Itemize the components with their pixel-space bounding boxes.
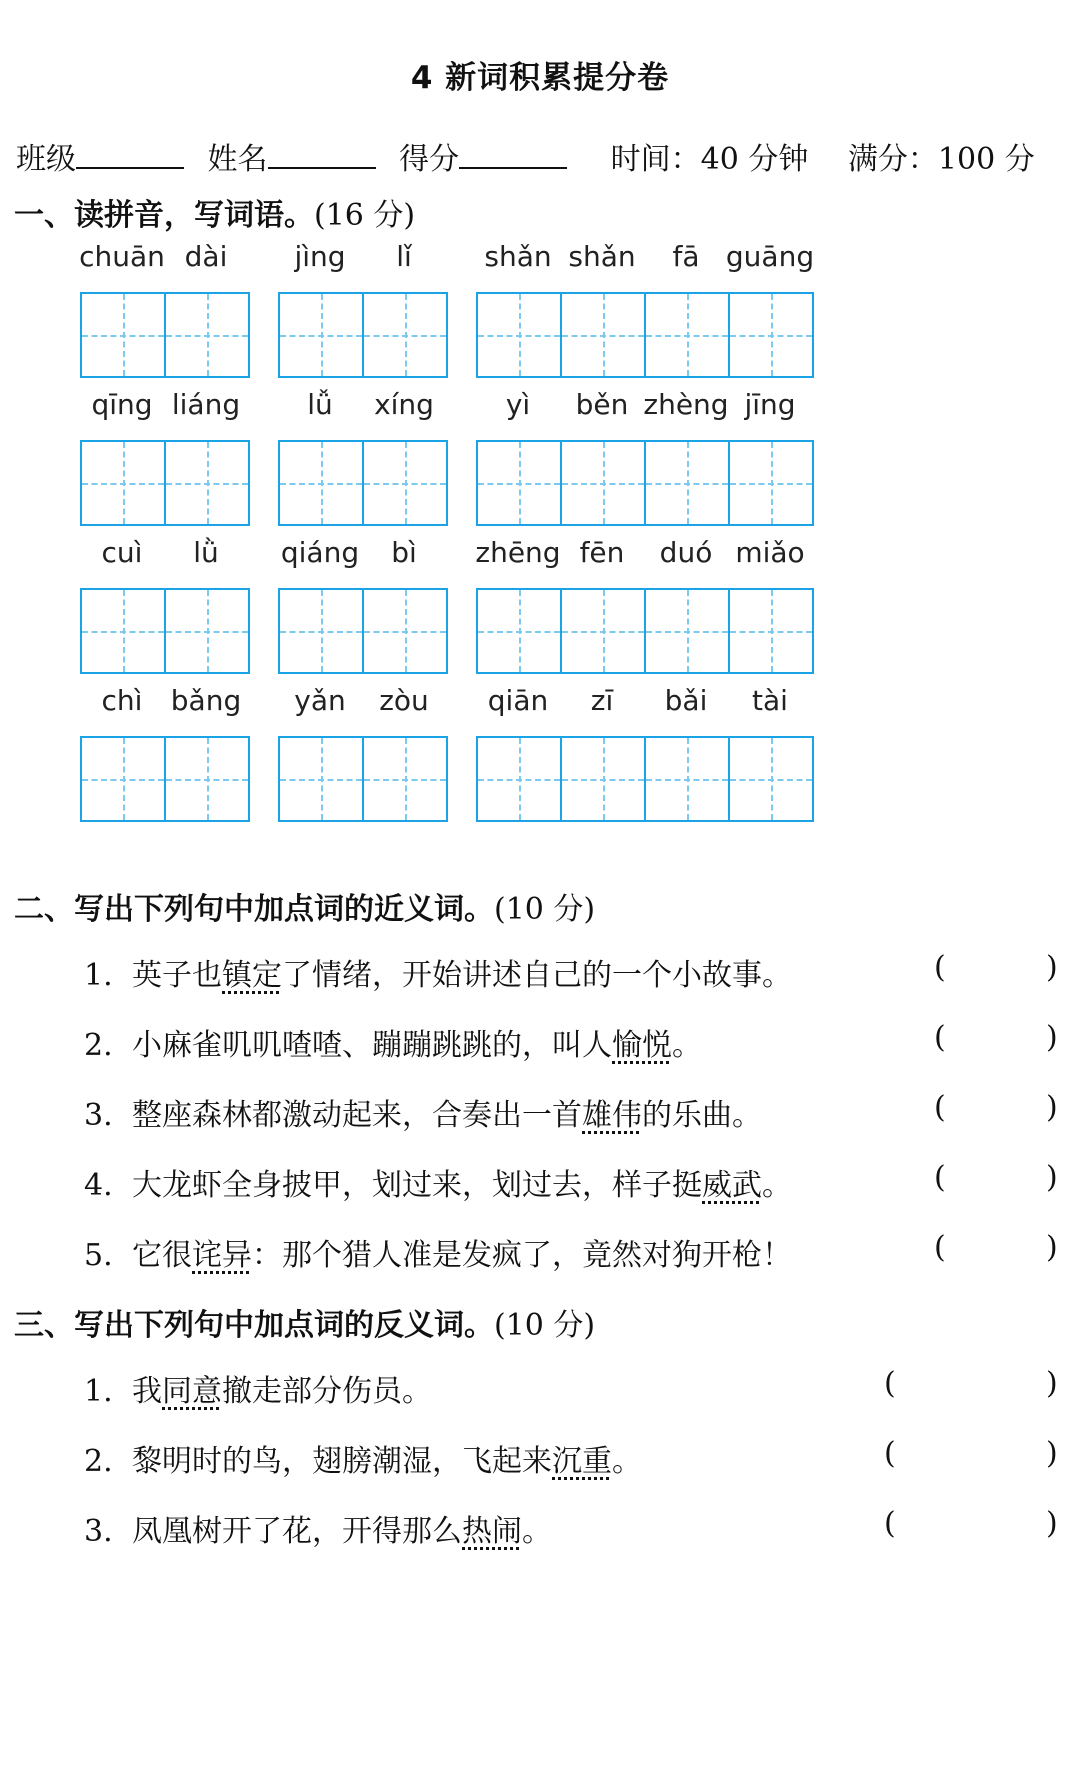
tianzige-cell[interactable] [166,738,248,820]
pinyin-syllable: zhèng [643,388,729,421]
writing-boxes [80,736,250,822]
question-item [84,1090,762,1134]
name-blank[interactable] [268,141,376,169]
writing-boxes [278,292,448,378]
question-number: 2. [84,1444,113,1479]
answer-paren-close: ) [1046,1366,1058,1401]
pinyin-syllable: qiáng [280,536,360,569]
pinyin-syllable: zòu [379,684,429,717]
question-text: 它很 [132,1238,192,1273]
score-blank[interactable] [459,141,567,169]
writing-boxes [476,292,814,378]
question-text: 黎明时的鸟，翅膀潮湿，飞起来 [132,1444,552,1479]
pinyin-syllable: lǜ [193,536,219,569]
tianzige-cell[interactable] [82,294,166,376]
pinyin-syllable: fā [672,240,700,273]
pinyin-syllable: bì [391,536,417,569]
name-label: 姓名 [207,142,268,177]
question-text: 的乐曲。 [642,1098,762,1133]
pinyin-syllable: qīng [91,388,153,421]
question-text: 。 [612,1444,642,1479]
question-text: 。 [672,1028,702,1063]
pinyin-syllable: cuì [101,536,143,569]
pinyin-syllable: fēn [579,536,625,569]
question-text: 。 [762,1168,792,1203]
question-text: 英子也 [132,958,222,993]
tianzige-cell[interactable] [364,442,446,524]
question-item [84,950,792,994]
question-item [84,1020,702,1064]
question-item [84,1230,792,1274]
tianzige-cell[interactable] [562,442,646,524]
page-title: 4 新词积累提分卷 [410,60,670,96]
question-number: 2. [84,1028,113,1063]
pinyin-syllable: qiān [487,684,549,717]
pinyin-syllable: duó [659,536,713,569]
tianzige-cell[interactable] [364,590,446,672]
tianzige-cell[interactable] [562,590,646,672]
tianzige-cell[interactable] [730,294,812,376]
section2-score: (10 分) [494,892,596,927]
tianzige-cell[interactable] [478,294,562,376]
question-number: 1. [84,958,113,993]
question-number: 4. [84,1168,113,1203]
full-score-info: 满分：100 分 [847,142,1035,177]
writing-boxes [80,440,250,526]
tianzige-cell[interactable] [364,294,446,376]
question-text: 撤走部分伤员。 [222,1374,432,1409]
tianzige-cell[interactable] [280,738,364,820]
writing-boxes [278,440,448,526]
tianzige-cell[interactable] [82,590,166,672]
section1-score: (16 分) [314,198,416,233]
answer-blank[interactable] [900,1436,1016,1472]
pinyin-syllable: guāng [725,240,815,273]
tianzige-cell[interactable] [280,294,364,376]
writing-boxes [476,440,814,526]
section3-score: (10 分) [494,1308,596,1343]
question-number: 1. [84,1374,113,1409]
answer-paren-close: ) [1046,950,1058,985]
tianzige-cell[interactable] [562,294,646,376]
pinyin-syllable: tài [752,684,788,717]
question-text: 小麻雀叽叽喳喳、蹦蹦跳跳的，叫人 [132,1028,612,1063]
writing-boxes [278,736,448,822]
question-text: 。 [522,1514,552,1549]
pinyin-syllable: lǚ [307,388,333,421]
pinyin-syllable: jīng [744,388,796,421]
writing-boxes [80,588,250,674]
pinyin-syllable: xíng [374,388,434,421]
tianzige-cell[interactable] [166,442,248,524]
tianzige-cell[interactable] [166,590,248,672]
question-text: 整座森林都激动起来，合奏出一首 [132,1098,582,1133]
tianzige-cell[interactable] [280,442,364,524]
dotted-word: 镇定 [222,958,282,993]
answer-blank[interactable] [950,1160,1016,1196]
tianzige-cell[interactable] [730,738,812,820]
writing-boxes [476,736,814,822]
tianzige-cell[interactable] [82,442,166,524]
pinyin-syllable: bǎng [170,684,242,717]
pinyin-syllable: miǎo [735,536,805,569]
pinyin-syllable: chuān [79,240,165,273]
section2-title: 二、写出下列句中加点词的近义词。 [14,892,494,927]
answer-blank[interactable] [900,1366,1016,1402]
question-text: 了情绪，开始讲述自己的一个小故事。 [282,958,792,993]
time-info: 时间：40 分钟 [610,142,809,177]
pinyin-syllable: lǐ [396,240,412,273]
answer-paren-open: ( [884,1436,896,1471]
answer-blank[interactable] [950,1230,1016,1266]
tianzige-cell[interactable] [730,590,812,672]
section1-title: 一、读拼音，写词语。 [14,198,314,233]
pinyin-syllable: liáng [171,388,241,421]
dotted-word: 威武 [702,1168,762,1203]
answer-paren-close: ) [1046,1506,1058,1541]
pinyin-syllable: jìng [294,240,346,273]
answer-paren-open: ( [884,1366,896,1401]
tianzige-cell[interactable] [646,738,730,820]
pinyin-syllable: shǎn [484,240,552,273]
writing-boxes [476,588,814,674]
pinyin-syllable: chì [101,684,143,717]
tianzige-cell[interactable] [478,590,562,672]
tianzige-cell[interactable] [166,294,248,376]
answer-paren-open: ( [934,1230,946,1265]
pinyin-syllable: bǎi [664,684,708,717]
tianzige-cell[interactable] [646,294,730,376]
answer-paren-open: ( [884,1506,896,1541]
answer-paren-close: ) [1046,1230,1058,1265]
section3-title: 三、写出下列句中加点词的反义词。 [14,1308,494,1343]
pinyin-syllable: dài [184,240,228,273]
tianzige-cell[interactable] [478,442,562,524]
tianzige-cell[interactable] [364,738,446,820]
tianzige-cell[interactable] [82,738,166,820]
question-number: 3. [84,1514,113,1549]
section2-heading [14,884,595,928]
dotted-word: 同意 [162,1374,222,1409]
class-blank[interactable] [76,141,184,169]
answer-paren-open: ( [934,1160,946,1195]
section3-heading [14,1300,595,1344]
pinyin-syllable: shǎn [568,240,636,273]
answer-paren-open: ( [934,1090,946,1125]
answer-paren-open: ( [934,950,946,985]
answer-paren-close: ) [1046,1020,1058,1055]
question-item [84,1160,792,1204]
tianzige-cell[interactable] [646,442,730,524]
dotted-word: 雄伟 [582,1098,642,1133]
question-item [84,1506,552,1550]
question-item [84,1366,432,1410]
header-info [16,134,1066,178]
dotted-word: 沉重 [552,1444,612,1479]
dotted-word: 热闹 [462,1514,522,1549]
score-label: 得分 [399,142,460,177]
answer-blank[interactable] [950,950,1016,986]
question-text: ：那个猎人准是发疯了，竟然对狗开枪！ [252,1238,792,1273]
writing-boxes [278,588,448,674]
tianzige-cell[interactable] [280,590,364,672]
pinyin-syllable: běn [575,388,629,421]
tianzige-cell[interactable] [730,442,812,524]
tianzige-cell[interactable] [646,590,730,672]
dotted-word: 诧异 [192,1238,252,1273]
answer-paren-close: ) [1046,1160,1058,1195]
pinyin-syllable: yì [505,388,531,421]
answer-blank[interactable] [900,1506,1016,1542]
class-label: 班级 [16,142,76,177]
question-text: 我 [132,1374,162,1409]
answer-paren-close: ) [1046,1436,1058,1471]
pinyin-syllable: yǎn [294,684,346,717]
tianzige-cell[interactable] [562,738,646,820]
question-number: 5. [84,1238,113,1273]
answer-paren-close: ) [1046,1090,1058,1125]
answer-blank[interactable] [950,1020,1016,1056]
pinyin-syllable: zhēng [475,536,561,569]
section1-heading [14,190,415,234]
dotted-word: 愉悦 [612,1028,672,1063]
writing-boxes [80,292,250,378]
answer-paren-open: ( [934,1020,946,1055]
tianzige-cell[interactable] [478,738,562,820]
question-text: 大龙虾全身披甲，划过来，划过去，样子挺 [132,1168,702,1203]
question-text: 凤凰树开了花，开得那么 [132,1514,462,1549]
pinyin-syllable: zī [590,684,614,717]
question-item [84,1436,642,1480]
answer-blank[interactable] [950,1090,1016,1126]
question-number: 3. [84,1098,113,1133]
